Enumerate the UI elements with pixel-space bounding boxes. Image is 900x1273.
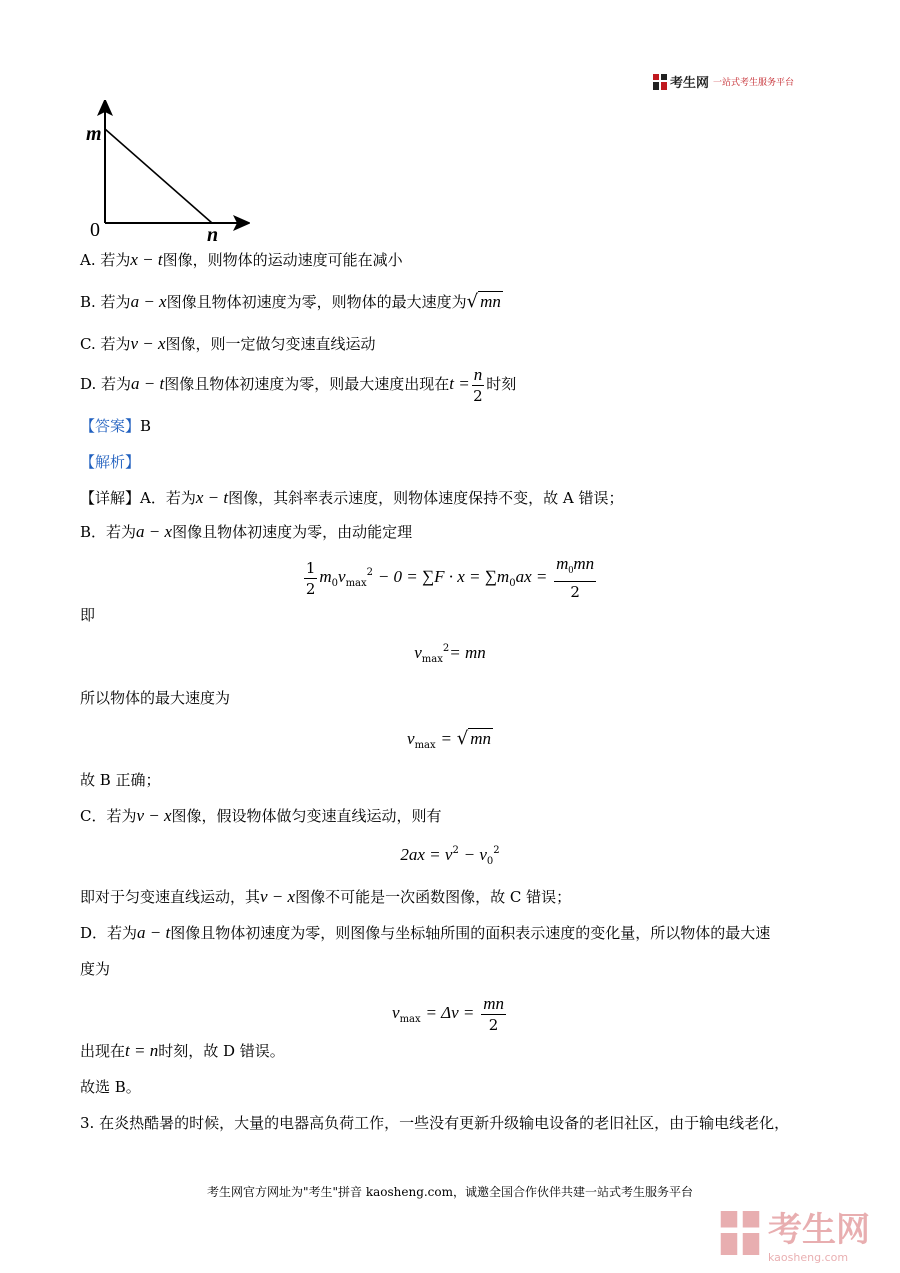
explain-b: B．若为a − x图像且物体初速度为零，由动能定理: [80, 522, 413, 541]
b-correct: 故 B 正确；: [80, 771, 161, 789]
ji-text: 即: [80, 606, 96, 624]
option-a: A. 若为x − t图像，则物体的运动速度可能在减小: [80, 250, 403, 269]
origin-label: 0: [90, 219, 100, 241]
conclusion: 故选 B。: [80, 1078, 141, 1096]
equation-4: $2ax = v^2 - v_0^2$: [400, 845, 500, 867]
watermark: [718, 1202, 870, 1264]
header-logo: [652, 72, 794, 91]
explain-c2: 即对于匀变速直线运动，其v − x图像不可能是一次函数图像，故 C 错误；: [80, 887, 572, 906]
footer-text: 考生网官方网址为"考生"拼音 kaosheng.com，诚邀全国合作伙伴共建一站式考生服务平台: [206, 1185, 694, 1199]
equation-1: $\frac{1}{2}$ $m_0v_{max}^2 - 0 = \sum F \cdot x = \sum m_0ax$ = $\frac{m_0mn}{2}$: [305, 554, 595, 601]
logo-slogan: 一站式考生服务平台: [713, 78, 795, 88]
y-label: m: [86, 123, 102, 145]
analysis-label: 【解析】: [80, 453, 141, 471]
graph-line: [105, 129, 212, 223]
x-label: n: [207, 224, 219, 245]
next-question: 3. 在炎热酷暑的时候，大量的电器高负荷工作，一些没有更新升级输电设备的老旧社区，由于输电线老化，: [80, 1114, 790, 1132]
option-d: D. 若为a − t图像且物体初速度为零，则最大速度出现在t = $\frac{n}{2}$ 时刻: [80, 364, 517, 405]
option-c: C. 若为v − x图像，则一定做匀变速直线运动: [80, 334, 376, 353]
logo-name: 考生网: [670, 76, 710, 91]
explain-a: 【详解】A．若为x − t图像，其斜率表示速度，则物体速度保持不变，故 A 错误；: [80, 488, 624, 507]
watermark-text: 考生网: [768, 1210, 870, 1250]
answer: 【答案】B: [80, 417, 152, 435]
watermark-url: kaosheng.com: [768, 1251, 849, 1264]
explain-d3: 出现在t = n时刻，故 D 错误。: [80, 1041, 285, 1060]
equation-5: $v_{max} = \Delta v$ = $\frac{mn}{2}$: [392, 993, 504, 1034]
suoyi-text: 所以物体的最大速度为: [80, 689, 231, 707]
equation-3: $v_{max}$ = √ mn: [407, 728, 491, 751]
explain-d2: 度为: [80, 960, 111, 978]
graph: [80, 100, 250, 245]
explain-c: C．若为v − x图像，假设物体做匀变速直线运动，则有: [80, 806, 442, 825]
explain-d: D．若为a − t图像且物体初速度为零，则图像与坐标轴所围的面积表示速度的变化量，所以物体的最大速: [80, 923, 771, 942]
option-b: B. 若为a − x图像且物体初速度为零，则物体的最大速度为√ mn: [80, 291, 501, 312]
kaosheng-logo-icon: [652, 73, 668, 91]
equation-2: $v_{max}^2=$ mn: [414, 643, 486, 665]
watermark-logo-icon: [718, 1207, 762, 1259]
